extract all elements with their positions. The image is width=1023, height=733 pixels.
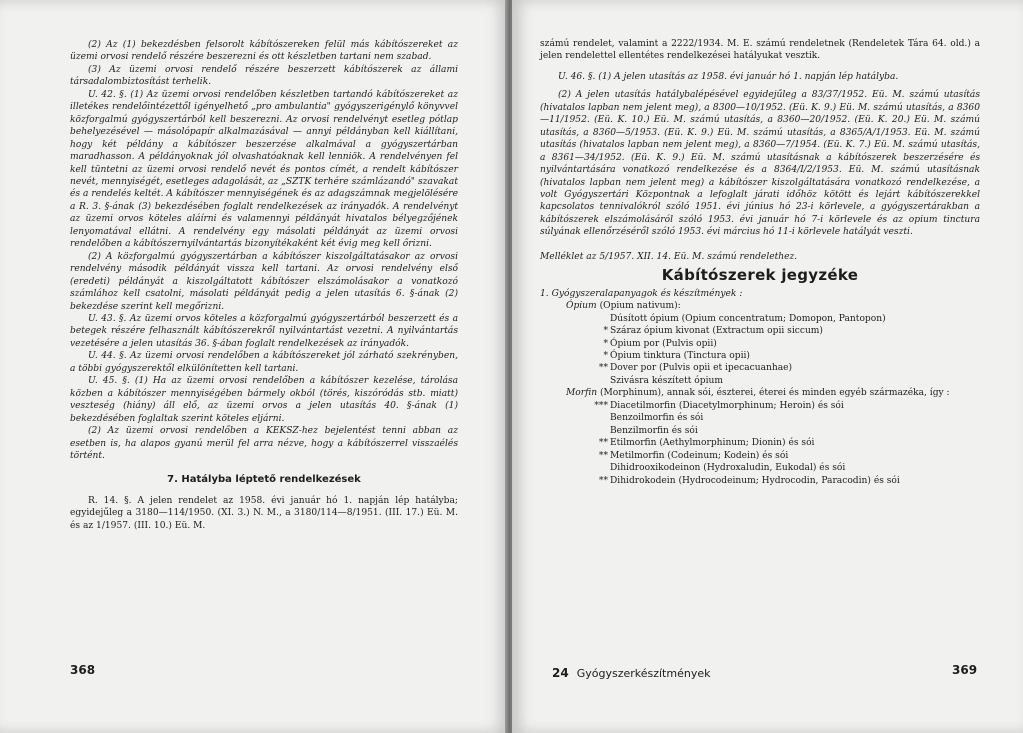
list-item-text: Dúsított ópium (Opium concentratum; Domopon, Pantopon): [610, 313, 886, 324]
footer-title: Gyógyszerkészítmények: [576, 667, 711, 680]
asterisk-mark: **: [598, 363, 608, 374]
left-paragraph: U. 45. §. (1) Ha az üzemi orvosi rendelőben a kábítószer kezelése, tárolása közben a kábítószer mennyiségében bármely okból (törés, kiszóródás stb. miatt) veszteség (hiány) áll elő, az üzemi orvos a jelen utasítás 40. §-ának (1) bekezdésében foglaltak szerint köteles eljárni.: [70, 376, 458, 424]
list-title: Kábítószerek jegyzéke: [661, 266, 859, 285]
footer-number: 24: [552, 666, 569, 680]
list-item: [540, 400, 980, 412]
list-item: [540, 338, 980, 350]
asterisk-mark: *: [603, 326, 608, 337]
asterisk-mark: **: [598, 438, 608, 449]
page-number-right: 369: [952, 663, 978, 677]
asterisk-mark: *: [603, 338, 608, 349]
asterisk-mark: **: [598, 475, 608, 486]
asterisk-mark: *: [603, 350, 608, 361]
right-paragraph: U. 46. §. (1) A jelen utasítás az 1958. évi január hó 1. napján lép hatályba.: [558, 71, 899, 82]
left-paragraph: R. 14. §. A jelen rendelet az 1958. évi január hó 1. napján lép hatályba; egyidejűleg a 3180—114/1950. (XI. 3.) N. M., a 3180/114—8/1951. (III. 17.) Eü. M. és az 1/1957. (III. 10.) Eü. M.: [70, 495, 458, 531]
asterisk-mark: **: [598, 450, 608, 461]
list-item-text: (Opium nativum):: [596, 301, 681, 312]
left-column: [70, 39, 458, 532]
substance-term: Ópium: [566, 301, 597, 312]
substance-list: [540, 300, 980, 487]
left-paragraph: (2) Az üzemi orvosi rendelőben a KEKSZ-hez bejelentést tenni abban az esetben is, ha alapos gyanú merül fel arra nézve, hogy a kábítószerrel visszaélés történt.: [70, 426, 458, 461]
list-item-text: Száraz ópium kivonat (Extractum opii siccum): [610, 326, 823, 337]
list-item-text: Etilmorfin (Aethylmorphinum; Dionin) és sói: [610, 438, 815, 449]
list-item: [540, 325, 980, 337]
list-item-text: Dihidrokodein (Hydrocodeinum; Hydrocodin, Paracodin) és sói: [610, 475, 900, 486]
list-item: [540, 350, 980, 362]
list-item-text: (Morphinum), annak sói, észterei, éterei és minden egyéb származéka, így :: [597, 388, 950, 399]
left-paragraph: (2) Az (1) bekezdésben felsorolt kábítószereken felül más kábítószereket az üzemi orvosi rendelő részére beszerezni és ott készletben tartani nem szabad.: [70, 40, 458, 63]
list-item-text: Ópium por (Pulvis opii): [610, 338, 717, 349]
list-section-heading: 1. Gyógyszeralapanyagok és készítmények :: [540, 288, 743, 299]
substance-term: Morfin: [566, 388, 598, 399]
left-paragraph: U. 43. §. Az üzemi orvos köteles a közforgalmú gyógyszertárból beszerzett és a betegek részére felhasznált kábítószerekről nyilvántartást vezetni. A nyilvántartás vezetésére a jelen utasítás 36. §-ában foglalt rendelkezések az irányadók.: [70, 313, 458, 349]
list-item: [540, 387, 980, 399]
right-paragraph: (2) A jelen utasítás hatálybalépésével egyidejűleg a 83/37/1952. Eü. M. számú utasítás (hivatalos lapban nem jelent meg), a 8300—10/1952. (Eü. K. 9.) Eü. M. számú utasítás, a 8360—11/1952. (Eü. K. 10.) Eü. M. számú utasítás, a 8360—20/1952. (Eü. K. 20.) Eü. M. számú utasítás, a 8360—5/1953. (Eü. K. 9.) Eü. M. számú utasítás, a 8365/A/1/1953. Eü. M. számú utasítás (hivatalos lapban nem jelent meg), a 8360—7/1954. (Eü. K. 7.) Eü. M. számú utasítás, a 8361—34/1952. (Eü. K. 9.) Eü. M. számú utasításnak a kábítószerek beszerzésére és nyilvántartására vonatkozó rendelkezése és a 8364/I/2/1953. Eü. M. számú utasításnak (hivatalos lapban nem jelent meg) a kábítószer kiszolgáltatására vonatkozó rendelkezése, a volt Gyógyszertári Központnak a lefoglalt járati időhöz kötött és lejárt kábítószerekkel kapcsolatos tennivalókról szóló 1951. évi június hó 23-i körlevele, a gyógyszertárakban a kábítószerek elszámolásáról szóló 1953. évi január hó 7-i körlevele és az opium tinctura súlyának ellenőrzéséről szóló 1953. évi március hó 11-i körlevele hatályát veszti.: [540, 90, 980, 238]
page-number-left: 368: [70, 663, 96, 677]
list-item: [540, 450, 980, 462]
left-paragraph: U. 44. §. Az üzemi orvosi rendelőben a kábítószereket jól zárható szekrényben, a többi gyógyszerektől elkülönítetten kell tartani.: [70, 351, 458, 374]
list-item: [540, 462, 980, 474]
list-item-text: Dihidrooxikodeinon (Hydroxaludin, Eukodal) és sói: [610, 463, 846, 474]
right-footer: [552, 666, 710, 680]
list-item-text: Dover por (Pulvis opii et ipecacuanhae): [610, 363, 793, 374]
list-item: [540, 425, 980, 437]
list-item: [540, 437, 980, 449]
left-page: [0, 0, 508, 733]
left-paragraph: (2) A közforgalmú gyógyszertárban a kábítószer kiszolgáltatásakor az orvosi rendelvény második példányát vissza kell tartani. Az orvosi rendelvény első (eredeti) példányát a kiszolgáltatott kábítószer elszámolásakor a vonatkozó számlához kell csatolni, másolati példányát pedig a jelen utasítás 6. §-ának (2) bekezdése szerint kell megőrizni.: [70, 251, 458, 312]
list-item: [540, 300, 980, 312]
section-heading: 7. Hatályba léptető rendelkezések: [167, 474, 361, 486]
asterisk-mark: ***: [594, 400, 608, 411]
list-item-text: Metilmorfin (Codeinum; Kodein) és sói: [610, 450, 789, 461]
right-column: [540, 38, 980, 487]
list-item: [540, 475, 980, 487]
list-item-text: Benzoilmorfin és sói: [610, 413, 704, 424]
list-item-text: Diacetilmorfin (Diacetylmorphinum; Heroin) és sói: [610, 400, 844, 411]
list-item: [540, 412, 980, 424]
list-item: [540, 362, 980, 374]
right-paragraph: számú rendelet, valamint a 2222/1934. M. E. számú rendeletnek (Rendeletek Tára 64. old.) a jelen rendelettel ellentétes rendelkezései hatályukat vesztik.: [540, 39, 980, 62]
list-item: [540, 313, 980, 325]
annex-note: Melléklet az 5/1957. XII. 14. Eü. M. számú rendelethez.: [540, 251, 798, 262]
list-item-text: Szivásra készített ópium: [610, 375, 723, 386]
list-item-text: Ópium tinktura (Tinctura opii): [610, 350, 750, 361]
left-paragraph: U. 42. §. (1) Az üzemi orvosi rendelőben készletben tartandó kábítószereket az illetékes rendelőintézettől igényelhető „pro ambulantia" gyógyszerigénylő könyvvel közforgalmú gyógyszertárból kell beszerezni. Az orvosi rendelvényt esetleg pótlap behelyezésével — másolópapír alkalmazásával — annyi példányban kell kiállítani, hogy két példány a kábítószer beszerzése alkalmával a gyógyszertárban maradhasson. A példányoknak jól olvashatóaknak kell lenniök. A rendelvényen fel kell tüntetni az üzemi orvosi rendelő nevét és pontos címét, a rendelt kábítószer nevét, mennyiségét, esetleges adagolását, az „SZTK terhére számlázandó" szavakat és a rendelés keltét. A kábítószer mennyiségének és az adagszámnak megjelölésére a R. 3. §-ának (3) bekezdésében foglalt rendelkezések az irányadók. A rendelvényt az üzemi orvos köteles aláírni és valamennyi példányát hivatalos bélyegzőjének lenyomatával ellátni. A rendelvény egy másolati példányát az üzemi orvosi rendelőben a kábítószernyilvántartás bizonyítékaként két évig meg kell őrizni.: [70, 89, 458, 250]
left-paragraph: (3) Az üzemi orvosi rendelő részére beszerzett kábítószerek az állami társadalombiztosítást terhelik.: [70, 64, 458, 88]
list-item: [540, 375, 980, 387]
list-item-text: Benzilmorfin és sói: [610, 425, 698, 436]
